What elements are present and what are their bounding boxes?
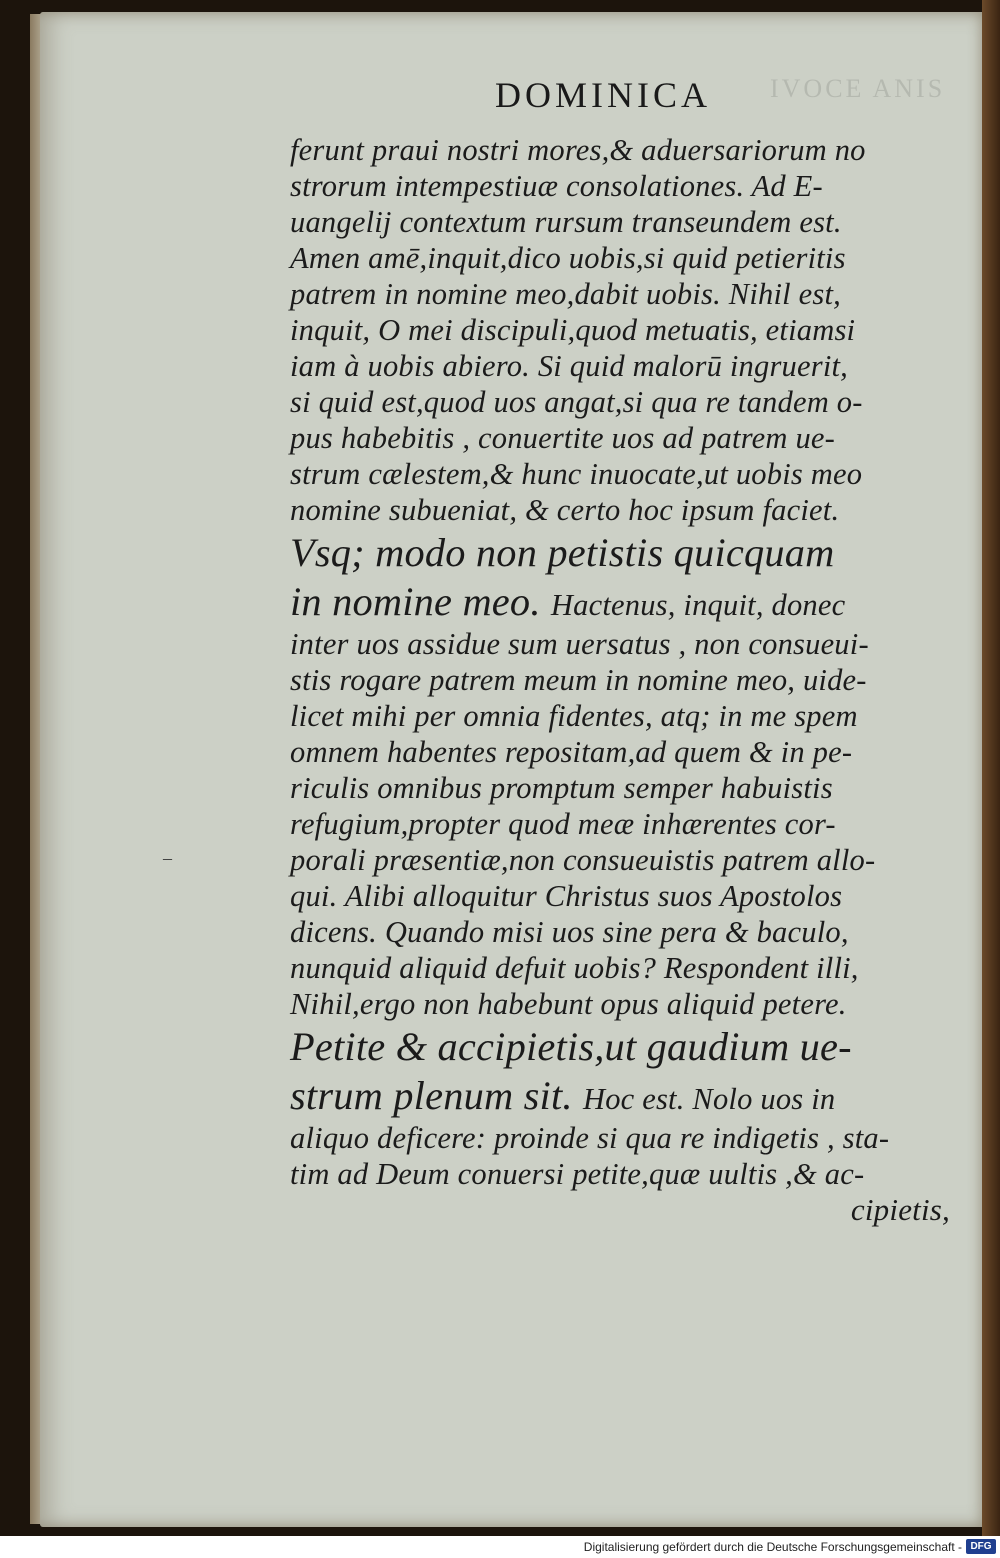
text-run: nomine subueniat, & certo hoc ipsum faciet.: [290, 493, 840, 527]
text-run: cipietis,: [850, 1192, 950, 1227]
text-line: [290, 577, 960, 626]
text-run: uangelij contextum rursum transeundem est.: [290, 205, 842, 239]
margin-mark: –: [163, 848, 172, 868]
text-run: Hoc est. Nolo uos in: [582, 1082, 836, 1116]
text-run: strum plenum sit.: [290, 1073, 583, 1118]
text-line: [290, 1071, 960, 1120]
text-line: [290, 276, 960, 312]
text-line: [290, 240, 960, 276]
text-run: pus habebitis , conuertite uos ad patrem ue-: [290, 421, 836, 455]
text-line: [290, 1156, 960, 1192]
text-run: omnem habentes repositam,ad quem & in pe-: [290, 735, 853, 769]
text-line: [290, 420, 960, 456]
text-run: iam à uobis abiero. Si quid malorū ingruerit,: [290, 349, 849, 383]
text-line: [290, 914, 960, 950]
text-run: qui. Alibi alloquitur Christus suos Apostolos: [290, 879, 843, 913]
text-run: porali præsentiæ,non consueuistis patrem allo-: [290, 843, 876, 877]
text-line: [290, 384, 960, 420]
text-line: [290, 626, 960, 662]
book-binding-edge: [982, 0, 1000, 1536]
text-run: Vsq; modo non petistis quicquam: [290, 530, 835, 575]
dfg-logo: DFG: [966, 1539, 996, 1554]
text-run: ferunt praui nostri mores,& aduersariorum no: [290, 133, 866, 167]
text-run: strum cælestem,& hunc inuocate,ut uobis meo: [290, 457, 863, 491]
running-head: DOMINICA: [495, 75, 711, 115]
text-line: [290, 1022, 960, 1071]
text-line: [290, 806, 960, 842]
text-line: [290, 1192, 960, 1228]
text-run: Petite & accipietis,ut gaudium ue-: [290, 1024, 852, 1069]
text-line: [290, 456, 960, 492]
text-line: [290, 492, 960, 528]
text-line: [290, 986, 960, 1022]
text-run: inquit, O mei discipuli,quod metuatis, etiamsi: [290, 313, 856, 347]
text-run: tim ad Deum conuersi petite,quæ uultis ,& ac-: [290, 1157, 865, 1191]
text-run: Hactenus, inquit, donec: [550, 588, 846, 622]
text-line: [290, 734, 960, 770]
text-run: inter uos assidue sum uersatus , non consueui-: [290, 627, 869, 661]
text-line: [290, 950, 960, 986]
text-line: [290, 1120, 960, 1156]
text-line: [290, 878, 960, 914]
text-block: [290, 132, 960, 1228]
text-line: [290, 662, 960, 698]
text-run: Nihil,ergo non habebunt opus aliquid petere.: [290, 987, 847, 1021]
text-run: Amen amē,inquit,dico uobis,si quid petieritis: [290, 241, 846, 275]
text-line: [290, 698, 960, 734]
text-line: [290, 168, 960, 204]
text-line: [290, 312, 960, 348]
text-run: dicens. Quando misi uos sine pera & baculo,: [290, 915, 849, 949]
text-run: patrem in nomine meo,dabit uobis. Nihil est,: [290, 277, 841, 311]
text-run: riculis omnibus promptum semper habuistis: [290, 771, 833, 805]
text-run: stis rogare patrem meum in nomine meo, uide-: [290, 663, 867, 697]
text-line: [290, 348, 960, 384]
text-line: [290, 528, 960, 577]
text-line: [290, 132, 960, 168]
text-run: refugium,propter quod meæ inhærentes cor-: [290, 807, 836, 841]
text-run: nunquid aliquid defuit uobis? Respondent illi,: [290, 951, 859, 985]
text-run: si quid est,quod uos angat,si qua re tandem o-: [290, 385, 863, 419]
text-line: [290, 770, 960, 806]
text-run: in nomine meo.: [290, 579, 551, 624]
text-run: licet mihi per omnia fidentes, atq; in me spem: [290, 699, 858, 733]
text-run: aliquo deficere: proinde si qua re indigetis , sta-: [290, 1121, 890, 1155]
text-line: [290, 204, 960, 240]
text-line: [290, 842, 960, 878]
footer-credit: Digitalisierung gefördert durch die Deutsche Forschungsgemeinschaft -: [583, 1540, 962, 1554]
bleed-through-text: IVOCE ANIS: [770, 74, 946, 103]
text-run: strorum intempestiuæ consolationes. Ad E-: [290, 169, 823, 203]
